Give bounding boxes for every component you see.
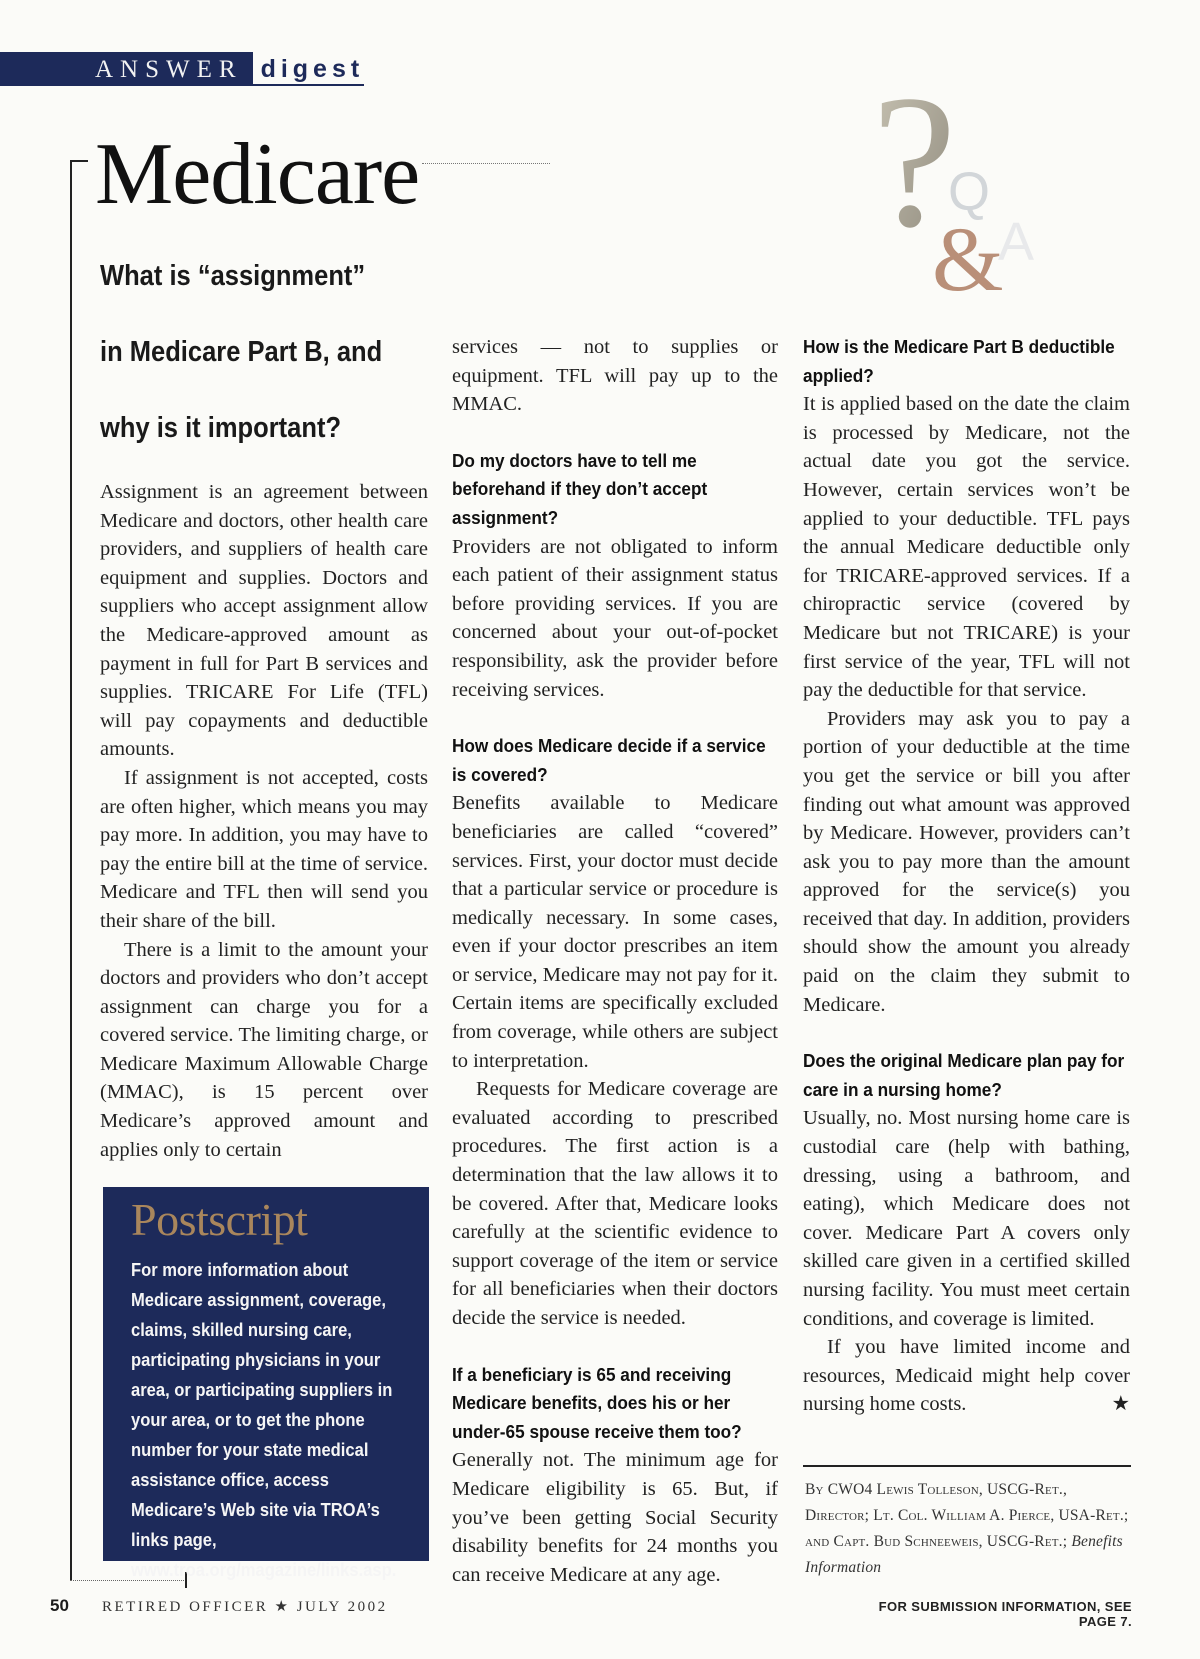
qa-graphic — [870, 60, 1050, 300]
paragraph-text: If you have limited income and resources, Medicaid might help cover nursing home costs. — [803, 1336, 1130, 1416]
page-number: 50 — [50, 1596, 69, 1615]
question-heading: How is the Medicare Part B deductible applied? — [803, 336, 1115, 386]
section-tag — [0, 52, 364, 86]
section-tag-answer: ANSWER — [0, 52, 253, 86]
lead-question-line: in Medicare Part B, and — [100, 336, 383, 368]
paragraph: If assignment is not accepted, costs are often higher, which means you may pay more. In addition, you may have to pay the entire bill at the time of service. Medicare and TFL then will send you their share of the bill. — [100, 766, 428, 932]
article-column-3 — [803, 333, 1130, 1419]
submission-note: FOR SUBMISSION INFORMATION, SEE PAGE 7. — [878, 1599, 1132, 1629]
paragraph — [803, 1333, 1130, 1419]
question-heading: How does Medicare decide if a service is covered? — [452, 735, 766, 785]
article-column-2 — [452, 333, 778, 1589]
paragraph: There is a limit to the amount your doctors and providers who don’t accept assignment can charge you for a covered service. The limiting charge, or Medicare Maximum Allowable Charge (MMAC), is 15 percent over Medicare’s approved amount and applies only to certain — [100, 938, 428, 1161]
left-bracket-rule — [70, 160, 72, 1580]
question-heading: If a beneficiary is 65 and receiving Medicare benefits, does his or her under-65 spouse receive them too? — [452, 1363, 742, 1442]
author-credits — [805, 1477, 1135, 1581]
credits-role: Benefits Information — [805, 1533, 1123, 1576]
paragraph: Generally not. The minimum age for Medicare eligibility is 65. But, if you’ve been getting Social Security disability benefits for 24 months you can receive Medicare at any age. — [452, 1449, 778, 1586]
lead-question-line: What is “assignment” — [100, 260, 366, 292]
paragraph: Benefits available to Medicare beneficiaries are called “covered” services. First, your doctor must decide that a particular service or procedure is medically necessary. In some cases, even if your doctor prescribes an item or service, Medicare may not pay for it. Certain items are specifically excluded from coverage, while others are subject to interpretation. — [452, 792, 778, 1072]
left-bracket-top — [70, 160, 88, 162]
title-dotted-rule — [422, 163, 550, 164]
article-title: Medicare — [95, 126, 420, 223]
end-star-icon: ★ — [1111, 1393, 1130, 1416]
lead-question — [100, 238, 390, 466]
paragraph: Providers may ask you to pay a portion of your deductible at the time you get the service or bill you after finding out what amount was approved by Medicare. However, providers can’t ask you to pay more than the amount approved for the service(s) you received that day. In addition, providers should show the amount you already paid on the claim they submit to Medicare. — [803, 707, 1130, 1016]
section-tag-digest: digest — [253, 52, 365, 86]
paragraph: It is applied based on the date the claim is processed by Medicare, not the actual date you got the service. However, certain services won’t be applied to your deductible. TFL pays the annual Medicare deductible only for TRICARE-approved services. If a chiropractic service (covered by Medicare but not TRICARE) is your first service of the year, TFL will not pay the deductible for that service. — [803, 393, 1130, 702]
postscript-body: For more information about Medicare assignment, coverage, claims, skilled nursing care, participating physicians in your area, or participating suppliers in your area, or to get the phone number for your state medical assistance office, access Medicare’s Web site via TROA’s links page, www.troa.org/magazine/links.asp. — [131, 1260, 397, 1580]
question-heading: Do my doctors have to tell me beforehand if they don’t accept assignment? — [452, 449, 708, 528]
credits-text: By CWO4 Lewis Tolleson, USCG-Ret., Director; Lt. Col. William A. Pierce, USA-Ret.; and Capt. Bud Schneeweis, USCG-Ret.; — [805, 1481, 1129, 1550]
magazine-issue: RETIRED OFFICER ★ JULY 2002 — [102, 1599, 388, 1615]
article-column-1 — [100, 478, 428, 1164]
lead-question-line: why is it important? — [100, 412, 342, 444]
postscript-box — [103, 1187, 429, 1580]
question-mark-icon: ? — [872, 60, 957, 267]
ampersand-icon: & — [932, 208, 1004, 300]
postscript-title: Postscript — [131, 1194, 308, 1245]
question-heading: Does the original Medicare plan pay for care in a nursing home? — [803, 1050, 1125, 1100]
qa-letter-a: A — [998, 212, 1035, 272]
paragraph: Usually, no. Most nursing home care is custodial care (help with bathing, dressing, using a bathroom, and eating), which Medicare does not cover. Medicare Part A covers only skilled care given in a certified skilled nursing facility. You must meet certain conditions, and coverage is limited. — [803, 1107, 1130, 1330]
qa-letter-q: Q — [948, 162, 991, 222]
credits-rule — [803, 1465, 1131, 1467]
paragraph: Providers are not obligated to inform each patient of their assignment status before providing services. If you are concerned about your out-of-pocket responsibility, ask the provider before receiving services. — [452, 535, 778, 701]
paragraph: Assignment is an agreement between Medicare and doctors, other health care providers, and suppliers of health care equipment and supplies. Doctors and suppliers who accept assignment allow the Medicare-approved amount as payment in full for Part B services and supplies. TRICARE For Life (TFL) will pay copayments and deductible amounts. — [100, 481, 428, 761]
paragraph: services — not to supplies or equipment. TFL will pay up to the MMAC. — [452, 336, 778, 416]
paragraph: Requests for Medicare coverage are evaluated according to prescribed procedures. The first action is a determination that the law allows it to be covered. After that, Medicare looks carefully at the scientific evidence to support coverage of the item or service for all beneficiaries when their doctors decide the service is needed. — [452, 1078, 778, 1329]
